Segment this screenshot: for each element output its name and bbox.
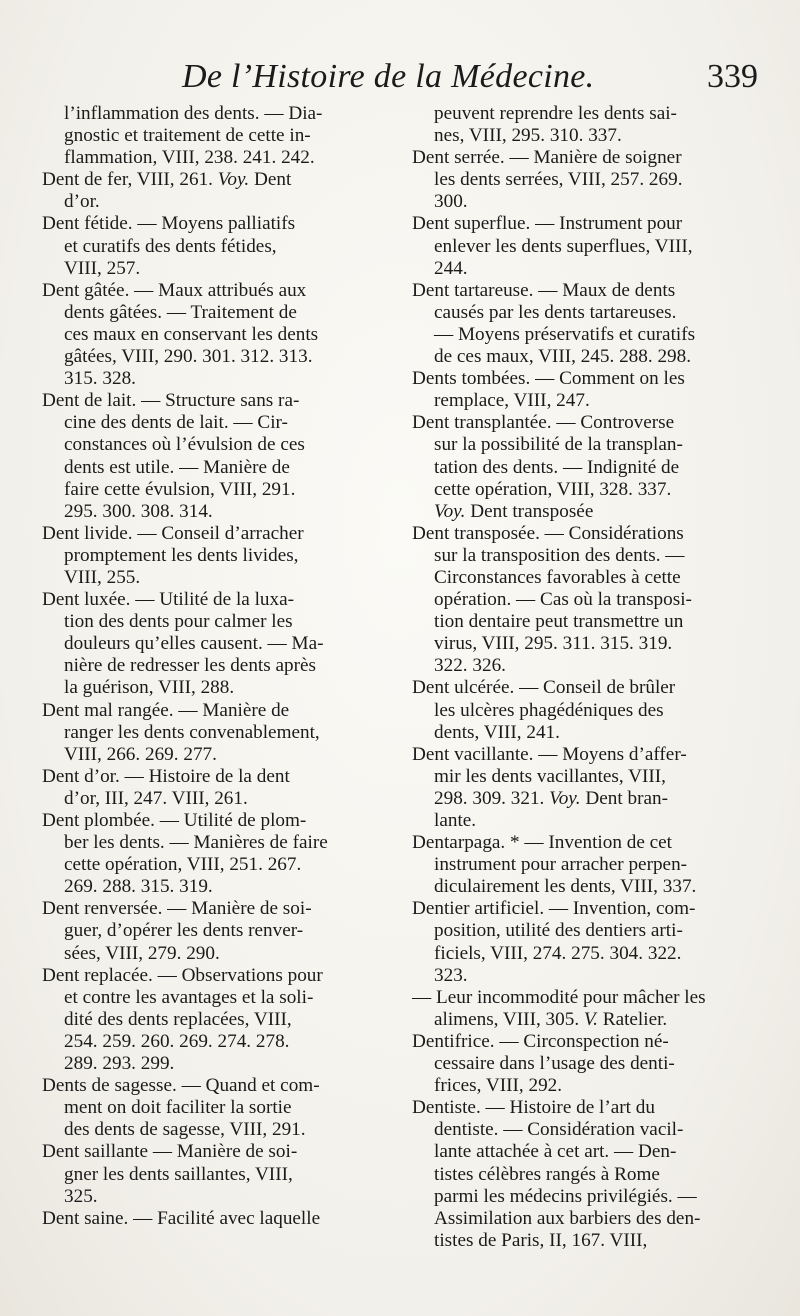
index-line: instrument pour arracher perpen- (434, 854, 688, 876)
index-line: gner les dents saillantes, VIII, (64, 1163, 293, 1185)
index-line: promptement les dents livides, (64, 544, 299, 566)
index-line: sur la possibilité de la transplan- (434, 434, 683, 456)
index-line: Dentifrice. — Circonspection né- (412, 1030, 669, 1052)
index-line: Dent saine. — Facilité avec laquelle (42, 1207, 321, 1229)
index-line: nes, VIII, 295. 310. 337. (434, 125, 622, 147)
index-line: ces maux en conservant les dents (64, 323, 319, 345)
index-line: guer, d’opérer les dents renver- (64, 920, 304, 942)
index-line: la guérison, VIII, 288. (64, 677, 235, 699)
index-line: dents est utile. — Manière de (64, 456, 290, 478)
index-line: gâtées, VIII, 290. 301. 312. 313. (64, 346, 313, 368)
index-line: d’or, III, 247. VIII, 261. (64, 787, 248, 809)
index-line: 323. (434, 964, 468, 986)
index-line: 325. (64, 1185, 98, 1207)
index-line: 269. 288. 315. 319. (64, 876, 213, 898)
index-line: dents, VIII, 241. (434, 721, 560, 743)
index-line: VIII, 257. (64, 257, 141, 279)
index-line: tistes de Paris, II, 167. VIII, (434, 1229, 648, 1251)
index-line: sur la transposition des dents. — (434, 544, 685, 566)
index-line: 289. 293. 299. (64, 1053, 175, 1075)
index-line: 322. 326. (434, 655, 506, 677)
index-line: Dent d’or. — Histoire de la dent (42, 765, 290, 787)
index-line: nière de redresser les dents après (64, 655, 316, 677)
index-line: Dent de fer, VIII, 261. Voy. Dent (42, 169, 292, 191)
index-line: virus, VIII, 295. 311. 315. 319. (434, 633, 673, 655)
index-line: constances où l’évulsion de ces (64, 434, 305, 456)
index-line: l’inflammation des dents. — Dia- (64, 103, 323, 124)
index-line: alimens, VIII, 305. V. Ratelier. (434, 1008, 668, 1030)
index-line: frices, VIII, 292. (434, 1075, 563, 1097)
index-column-left (42, 103, 394, 1230)
index-line: Dent gâtée. — Maux attribués aux (42, 279, 307, 301)
index-line: position, utilité des dentiers arti- (434, 920, 683, 942)
index-line: opération. — Cas où la transposi- (434, 589, 692, 611)
index-line: Dentarpaga. * — Invention de cet (412, 832, 672, 854)
page-number: 339 (707, 58, 758, 95)
index-line: 244. (434, 257, 468, 279)
index-line: tion des dents pour calmer les (64, 611, 293, 633)
index-line: cessaire dans l’usage des denti- (434, 1053, 675, 1075)
index-line: Dent tartareuse. — Maux de dents (412, 279, 676, 301)
running-title: De l’Histoire de la Médecine. (182, 58, 595, 95)
index-line: Dent livide. — Conseil d’arracher (42, 522, 304, 544)
index-column-right (412, 103, 764, 1252)
index-line: remplace, VIII, 247. (434, 390, 590, 412)
index-line: Dent de lait. — Structure sans ra- (42, 390, 300, 412)
index-line: Dent serrée. — Manière de soigner (412, 147, 682, 169)
index-line: Dent fétide. — Moyens palliatifs (42, 213, 296, 235)
index-line: ment on doit faciliter la sortie (64, 1097, 292, 1119)
index-line: dents gâtées. — Traitement de (64, 301, 297, 323)
index-line: 254. 259. 260. 269. 274. 278. (64, 1030, 290, 1052)
index-line: cette opération, VIII, 328. 337. (434, 478, 672, 500)
page-header (0, 58, 800, 108)
index-line: Dent replacée. — Observations pour (42, 964, 323, 986)
index-line: sées, VIII, 279. 290. (64, 942, 220, 964)
index-line: et contre les avantages et la soli- (64, 986, 314, 1008)
index-line: dité des dents replacées, VIII, (64, 1008, 292, 1030)
index-line: les ulcères phagédéniques des (434, 699, 664, 721)
index-line: Dent mal rangée. — Manière de (42, 699, 290, 721)
index-line: cette opération, VIII, 251. 267. (64, 854, 302, 876)
index-line: dentiste. — Considération vacil- (434, 1119, 684, 1141)
index-line: Voy. Dent transposée (434, 500, 594, 522)
index-line: 315. 328. (64, 368, 136, 390)
index-line: cine des dents de lait. — Cir- (64, 412, 288, 434)
index-line: tistes célèbres rangés à Rome (434, 1163, 660, 1185)
index-line: VIII, 255. (64, 566, 141, 588)
index-line: Dent superflue. — Instrument pour (412, 213, 683, 235)
index-line: — Moyens préservatifs et curatifs (434, 323, 696, 345)
index-line: ficiels, VIII, 274. 275. 304. 322. (434, 942, 682, 964)
index-line: ranger les dents convenablement, (64, 721, 320, 743)
index-line: Dent ulcérée. — Conseil de brûler (412, 677, 676, 699)
index-line: peuvent reprendre les dents sai- (434, 103, 677, 124)
index-line: lante. (434, 810, 477, 831)
index-line: 300. (434, 191, 468, 213)
index-line: Dent transposée. — Considérations (412, 522, 684, 544)
index-line: lante attachée à cet art. — Den- (434, 1141, 677, 1163)
index-line: flammation, VIII, 238. 241. 242. (64, 147, 315, 169)
index-line: diculairement les dents, VIII, 337. (434, 876, 697, 898)
index-line: de ces maux, VIII, 245. 288. 298. (434, 346, 692, 368)
index-line: Assimilation aux barbiers des den- (434, 1207, 701, 1229)
index-line: Dent vacillante. — Moyens d’affer- (412, 743, 687, 765)
index-line: douleurs qu’elles causent. — Ma- (64, 633, 324, 655)
index-line: faire cette évulsion, VIII, 291. (64, 478, 296, 500)
index-line: Dents tombées. — Comment on les (412, 368, 685, 390)
index-line: les dents serrées, VIII, 257. 269. (434, 169, 683, 191)
index-line: gnostic et traitement de cette in- (64, 125, 311, 147)
index-line: Dent plombée. — Utilité de plom- (42, 810, 307, 831)
index-line: mir les dents vacillantes, VIII, (434, 765, 666, 787)
index-line: enlever les dents superflues, VIII, (434, 235, 693, 257)
index-line: Dent renversée. — Manière de soi- (42, 898, 312, 920)
index-line: causés par les dents tartareuses. (434, 301, 677, 323)
index-line: Dent luxée. — Utilité de la luxa- (42, 589, 295, 611)
index-line: 298. 309. 321. Voy. Dent bran- (434, 787, 668, 809)
index-line: tation des dents. — Indignité de (434, 456, 680, 478)
index-line: tion dentaire peut transmettre un (434, 611, 684, 633)
index-line: Dent saillante — Manière de soi- (42, 1141, 298, 1163)
index-line: ber les dents. — Manières de faire (64, 832, 328, 854)
index-line: 295. 300. 308. 314. (64, 500, 213, 522)
index-line: Dent transplantée. — Controverse (412, 412, 675, 434)
index-line: Circonstances favorables à cette (434, 566, 681, 588)
index-line: des dents de sagesse, VIII, 291. (64, 1119, 306, 1141)
index-line: et curatifs des dents fétides, (64, 235, 277, 257)
index-line: Dentiste. — Histoire de l’art du (412, 1097, 655, 1119)
index-line: parmi les médecins privilégiés. — (434, 1185, 697, 1207)
index-line: Dents de sagesse. — Quand et com- (42, 1075, 320, 1097)
index-line: Dentier artificiel. — Invention, com- (412, 898, 696, 920)
index-line: VIII, 266. 269. 277. (64, 743, 217, 765)
index-line: d’or. (64, 191, 100, 213)
index-line: — Leur incommodité pour mâcher les (412, 986, 706, 1008)
